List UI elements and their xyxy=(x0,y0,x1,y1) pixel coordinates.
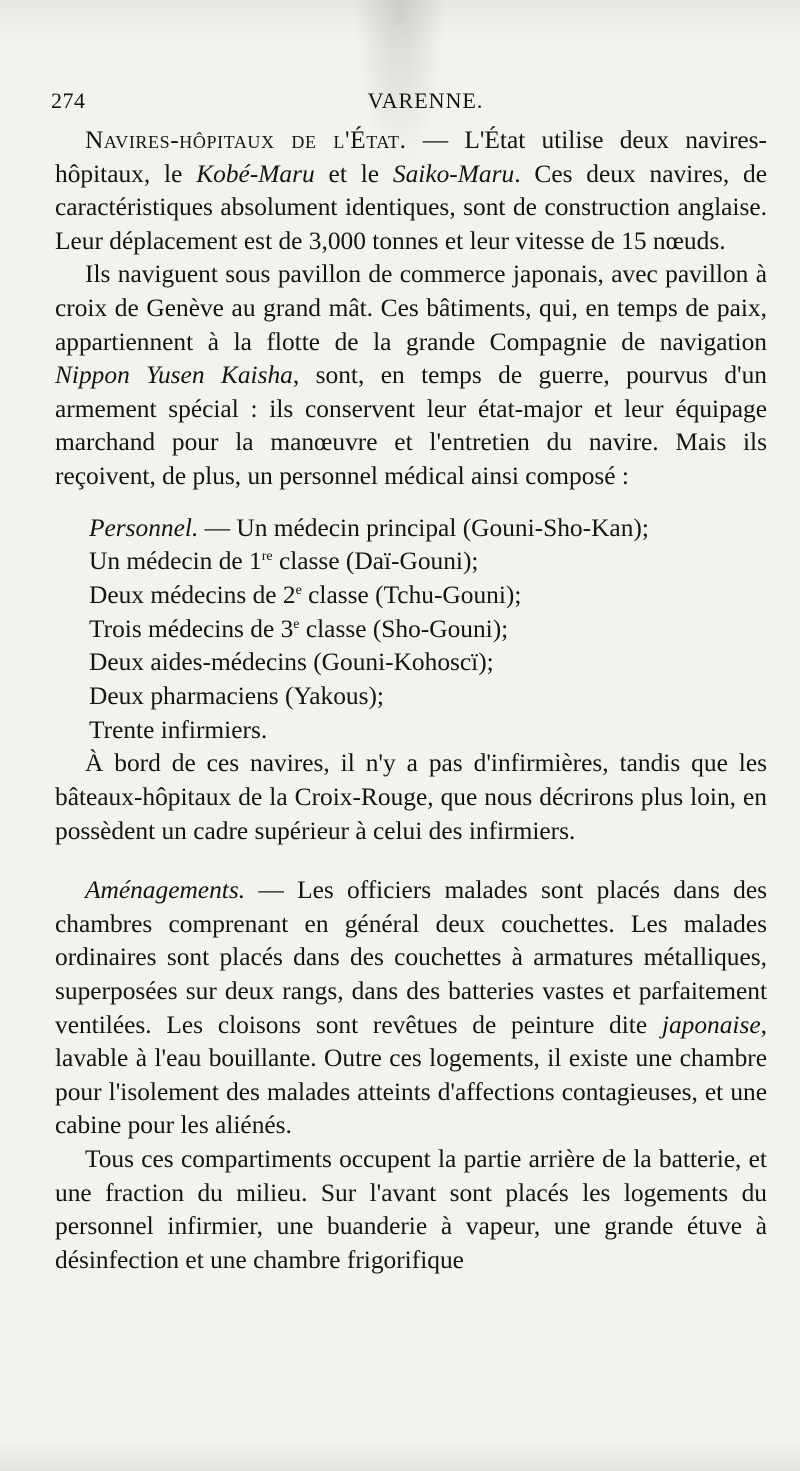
page-header xyxy=(51,88,760,128)
list-item: Deux aides-médecins (Gouni-Kohoscï); xyxy=(89,648,494,677)
paragraph-amenagements xyxy=(55,874,767,1143)
list-item-text: Deux médecins de 2 xyxy=(89,580,296,609)
ship-name: Saiko-Maru xyxy=(392,159,515,188)
paragraph-text: , lavable à l'eau bouillante. Outre ces logements, il existe une chambre pour l'isolement des malades atteints d'affections contagieuses, et une cabine pour les aliénés. xyxy=(55,1010,767,1140)
ordinal-suffix: re xyxy=(261,549,273,565)
personnel-label: Personnel. xyxy=(89,513,199,542)
list-item-text: classe (Daï-Gouni); xyxy=(272,547,479,576)
list-item-text: classe (Sho-Gouni); xyxy=(299,614,509,643)
paragraph-compartments: Tous ces compartiments occupent la partie arrière de la batterie, et une fraction du milieu. Sur l'avant sont placés les logements du personnel infirmier, une buanderie à vapeur, une grande étuve à désinfection et une chambre frigorifique xyxy=(55,1144,767,1274)
paragraph-text: . Ces deux navires, de caractéristiques absolument identiques, sont de construction anglaise. Leur déplacement est de 3,000 tonnes et leur vitesse de 15 nœuds. xyxy=(55,159,767,255)
list-item xyxy=(89,545,767,579)
list-item-text: Trois médecins de 3 xyxy=(89,614,294,643)
paragraph-text: L'État utilise deux navires-hôpitaux, le xyxy=(55,126,767,188)
label-dash: — xyxy=(198,513,237,542)
list-item xyxy=(89,512,767,546)
list-item: Trente infirmiers. xyxy=(89,715,268,744)
personnel-list xyxy=(55,512,767,748)
paragraph-text: Les officiers malades sont placés dans des chambres comprenant en général deux couchettes. Les malades ordinaires sont placés dans des couchettes à armatures métalliques, superposées sur deux rangs, dans des batteries vastes et parfaitement ventilées. Les cloisons sont revêtues de peinture dite xyxy=(55,876,767,1039)
list-item xyxy=(89,613,767,647)
ordinal-suffix: e xyxy=(293,616,300,632)
paragraph-text: , sont, en temps de guerre, pourvus d'un armement spécial : ils conservent leur état-major et leur équipage marchand pour la manœuvre et l'entretien du navire. Mais ils reçoivent, de plus, un personnel médical ainsi composé : xyxy=(55,361,767,490)
emphasis-word: japonaise xyxy=(661,1010,761,1039)
ship-name: Kobé-Maru xyxy=(196,159,315,188)
heading-dash: — xyxy=(406,126,465,154)
ordinal-suffix: e xyxy=(295,582,302,598)
paragraph-flags xyxy=(55,258,767,493)
list-item-text: classe (Tchu-Gouni); xyxy=(301,580,522,609)
list-item-text: Un médecin principal (Gouni-Sho-Kan); xyxy=(236,513,649,542)
section-heading: Navires-hôpitaux de l'État. xyxy=(85,126,407,154)
list-item xyxy=(89,579,767,613)
paragraph-hospital-ships xyxy=(55,124,767,258)
paragraph-nurses: À bord de ces navires, il n'y a pas d'infirmières, tandis que les bâteaux-hôpitaux de la Croix-Rouge, que nous décrirons plus loin, en possèdent un cadre supérieur à celui des infirmiers. xyxy=(55,749,767,845)
list-item-text: Un médecin de 1 xyxy=(89,547,262,576)
label-dash: — xyxy=(245,876,298,905)
paragraph-text: et le xyxy=(314,159,393,188)
amenagements-label: Aménagements. xyxy=(85,876,246,905)
page-number: 274 xyxy=(51,88,86,113)
page-body xyxy=(55,124,767,1277)
company-name: Nippon Yusen Kaisha xyxy=(55,361,293,390)
list-item: Deux pharmaciens (Yakous); xyxy=(89,682,384,711)
running-title: VARENNE. xyxy=(367,88,484,113)
paragraph-text: Ils naviguent sous pavillon de commerce japonais, avec pavillon à croix de Genève au grand mât. Ces bâtiments, qui, en temps de paix, appartiennent à la flotte de la grande Compagnie de navigation xyxy=(55,260,767,356)
paragraph-gap xyxy=(55,848,767,874)
